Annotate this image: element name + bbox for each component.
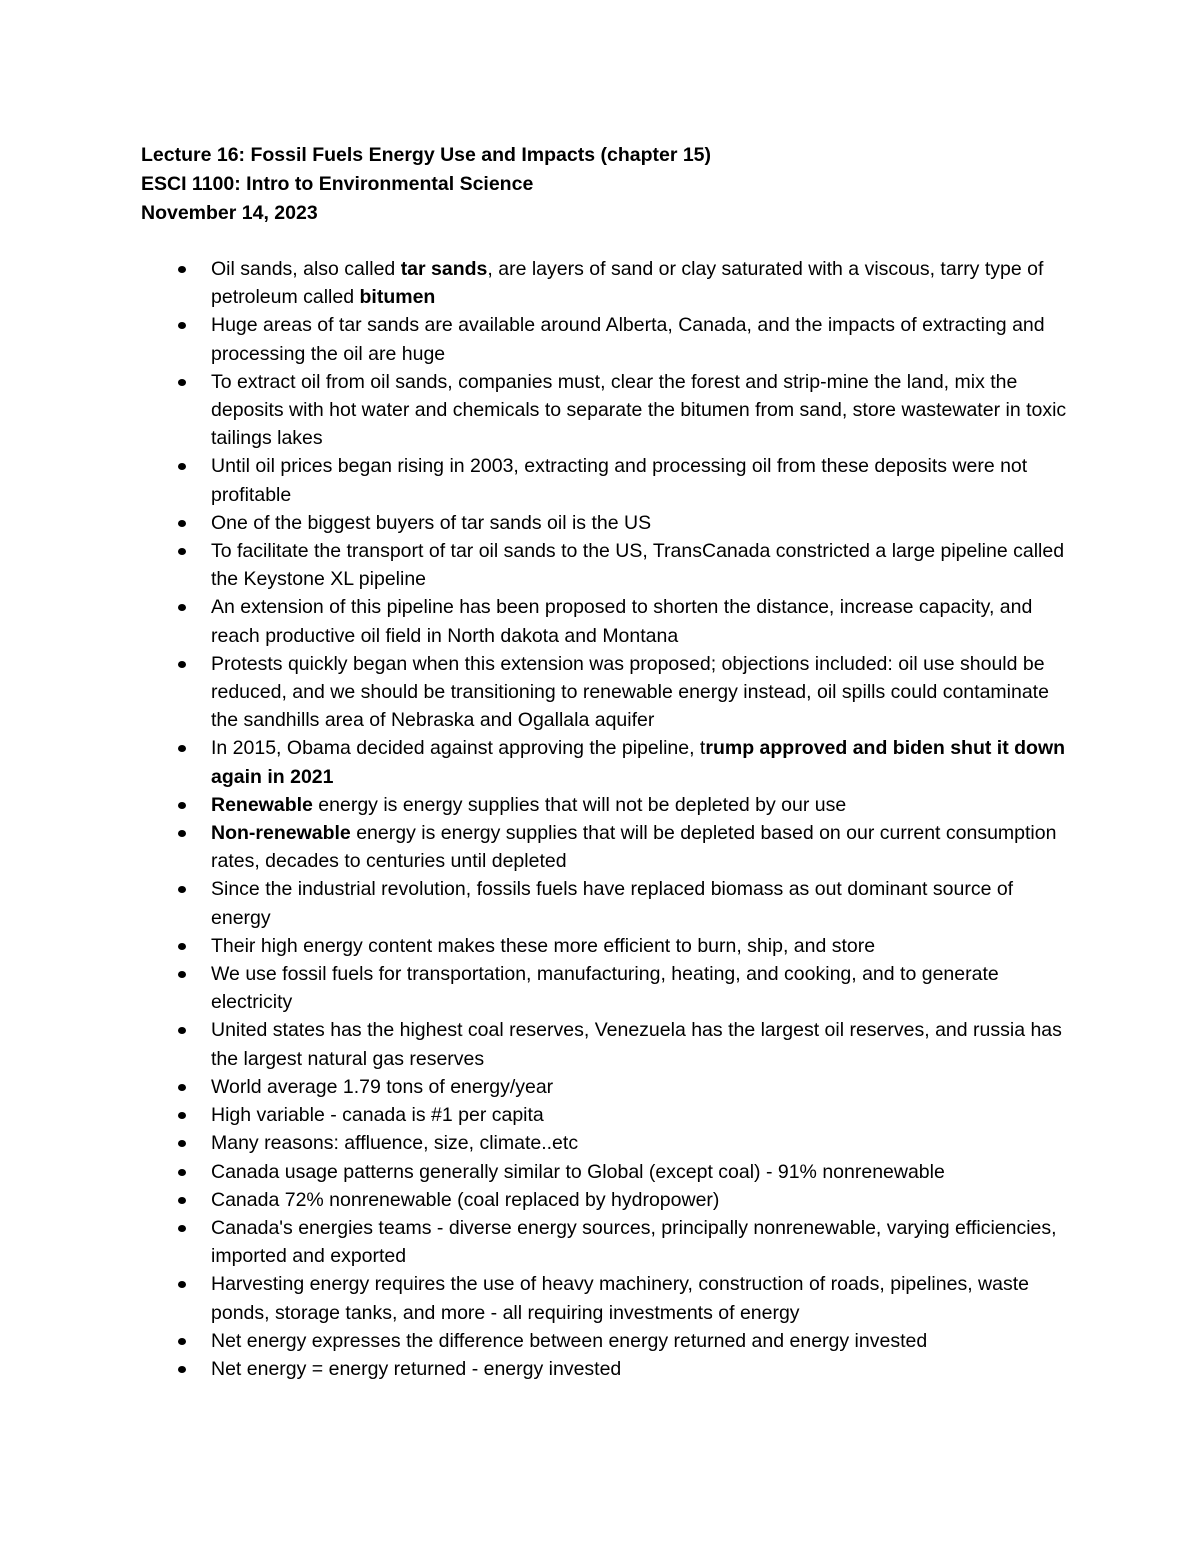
bold-term: bitumen: [359, 286, 436, 309]
list-item: [0, 509, 1071, 537]
bullet-dot-icon: [178, 1281, 186, 1288]
list-item: [0, 1214, 1071, 1270]
bullet-dot-icon: [178, 1169, 186, 1176]
bold-term: rump approved and biden shut it down again in 2021: [211, 737, 1066, 788]
lecture-title: Lecture 16: Fossil Fuels Energy Use and Impacts (chapter 15): [141, 144, 712, 166]
bullet-dot-icon: [178, 830, 186, 837]
note-text: To facilitate the transport of tar oil sands to the US, TransCanada constricted a large pipeline called the Keystone XL pipeline: [211, 540, 1065, 591]
bold-term: Non-renewable: [211, 822, 351, 845]
list-item: [0, 255, 1071, 311]
list-item: [0, 932, 1071, 960]
bullet-dot-icon: [178, 266, 186, 273]
bullet-dot-icon: [178, 1225, 186, 1232]
note-text: An extension of this pipeline has been proposed to shorten the distance, increase capacity, and reach productive oil field in North dakota and Montana: [211, 596, 1033, 647]
note-text: World average 1.79 tons of energy/year: [211, 1075, 554, 1098]
bullet-dot-icon: [178, 1338, 186, 1345]
bullet-dot-icon: [178, 802, 186, 809]
list-item: [0, 819, 1071, 875]
note-text: Until oil prices began rising in 2003, extracting and processing oil from these deposits were not profitable: [211, 455, 1028, 506]
bullet-dot-icon: [178, 1366, 186, 1373]
note-text: , are layers of sand or clay saturated with a viscous, tarry type of petroleum called: [211, 258, 1044, 309]
note-text: energy is energy supplies that will be depleted based on our current consumption rates, decades to centuries until depleted: [211, 822, 1057, 873]
note-text: Protests quickly began when this extension was proposed; objections included: oil use should be reduced, and we should be transitioning to renewable energy instead, oil spills could contaminate the sandhills area of Nebraska and Ogallala aquifer: [211, 652, 1049, 732]
bullet-dot-icon: [178, 1112, 186, 1119]
bullet-dot-icon: [178, 745, 186, 752]
bullet-dot-icon: [178, 971, 186, 978]
bullet-list: [0, 255, 1200, 1383]
bullet-dot-icon: [178, 322, 186, 329]
list-item: [0, 1016, 1071, 1072]
list-item: [0, 734, 1071, 790]
list-item: [0, 1186, 1071, 1214]
bullet-dot-icon: [178, 661, 186, 668]
list-item: [0, 593, 1071, 649]
list-item: [0, 537, 1071, 593]
list-item: [0, 1073, 1071, 1101]
note-text: United states has the highest coal reserves, Venezuela has the largest oil reserves, and russia has the largest natural gas reserves: [211, 1019, 1062, 1070]
note-text: Since the industrial revolution, fossils fuels have replaced biomass as out dominant source of energy: [211, 878, 1014, 929]
lecture-date: November 14, 2023: [141, 202, 318, 224]
note-text: Net energy = energy returned - energy invested: [211, 1357, 622, 1380]
list-item: [0, 791, 1071, 819]
list-item: [0, 1355, 1071, 1383]
list-item: [0, 1270, 1071, 1326]
list-item: [0, 368, 1071, 453]
note-text: Canada usage patterns generally similar to Global (except coal) - 91% nonrenewable: [211, 1160, 945, 1183]
bullet-dot-icon: [178, 379, 186, 386]
list-item: [0, 650, 1071, 735]
bullet-dot-icon: [178, 1140, 186, 1147]
note-text: We use fossil fuels for transportation, manufacturing, heating, and cooking, and to generate electricity: [211, 963, 999, 1014]
bullet-dot-icon: [178, 604, 186, 611]
note-text: Oil sands, also called: [211, 258, 401, 280]
list-item: [0, 875, 1071, 931]
course-title: ESCI 1100: Intro to Environmental Science: [141, 173, 534, 195]
bullet-dot-icon: [178, 1027, 186, 1034]
note-text: To extract oil from oil sands, companies must, clear the forest and strip-mine the land, mix the deposits with hot water and chemicals to separate the bitumen from sand, store wastewater in toxic tailings lakes: [211, 370, 1067, 450]
note-text: Canada's energies teams - diverse energy sources, principally nonrenewable, varying efficiencies, imported and exported: [211, 1216, 1057, 1268]
note-text: In 2015, Obama decided against approving the pipeline, t: [211, 737, 706, 760]
note-text: Net energy expresses the difference between energy returned and energy invested: [211, 1329, 928, 1352]
bullet-dot-icon: [178, 520, 186, 527]
note-text: Canada 72% nonrenewable (coal replaced by hydropower): [211, 1188, 720, 1211]
document-header: [141, 141, 1101, 228]
note-text: One of the biggest buyers of tar sands oil is the US: [211, 511, 652, 534]
list-item: [0, 1327, 1071, 1355]
bullet-dot-icon: [178, 1197, 186, 1204]
bullet-dot-icon: [178, 463, 186, 470]
list-item: [0, 452, 1071, 508]
note-text: Their high energy content makes these more efficient to burn, ship, and store: [211, 934, 876, 957]
bullet-dot-icon: [178, 886, 186, 893]
note-text: Harvesting energy requires the use of heavy machinery, construction of roads, pipelines, waste ponds, storage tanks, and more - all requiring investments of energy: [211, 1273, 1029, 1324]
list-item: [0, 960, 1071, 1016]
note-text: energy is energy supplies that will not be depleted by our use: [312, 793, 847, 816]
note-text: Many reasons: affluence, size, climate..etc: [211, 1132, 579, 1155]
list-item: [0, 1101, 1071, 1129]
list-item: [0, 1158, 1071, 1186]
list-item: [0, 1129, 1071, 1157]
note-text: Huge areas of tar sands are available around Alberta, Canada, and the impacts of extracting and processing the oil are huge: [211, 314, 1045, 365]
bullet-dot-icon: [178, 943, 186, 950]
note-text: High variable - canada is #1 per capita: [211, 1104, 544, 1127]
bold-term: tar sands: [400, 258, 488, 280]
bullet-dot-icon: [178, 548, 186, 555]
list-item: [0, 311, 1071, 367]
bold-term: Renewable: [211, 793, 313, 816]
bullet-dot-icon: [178, 1084, 186, 1091]
